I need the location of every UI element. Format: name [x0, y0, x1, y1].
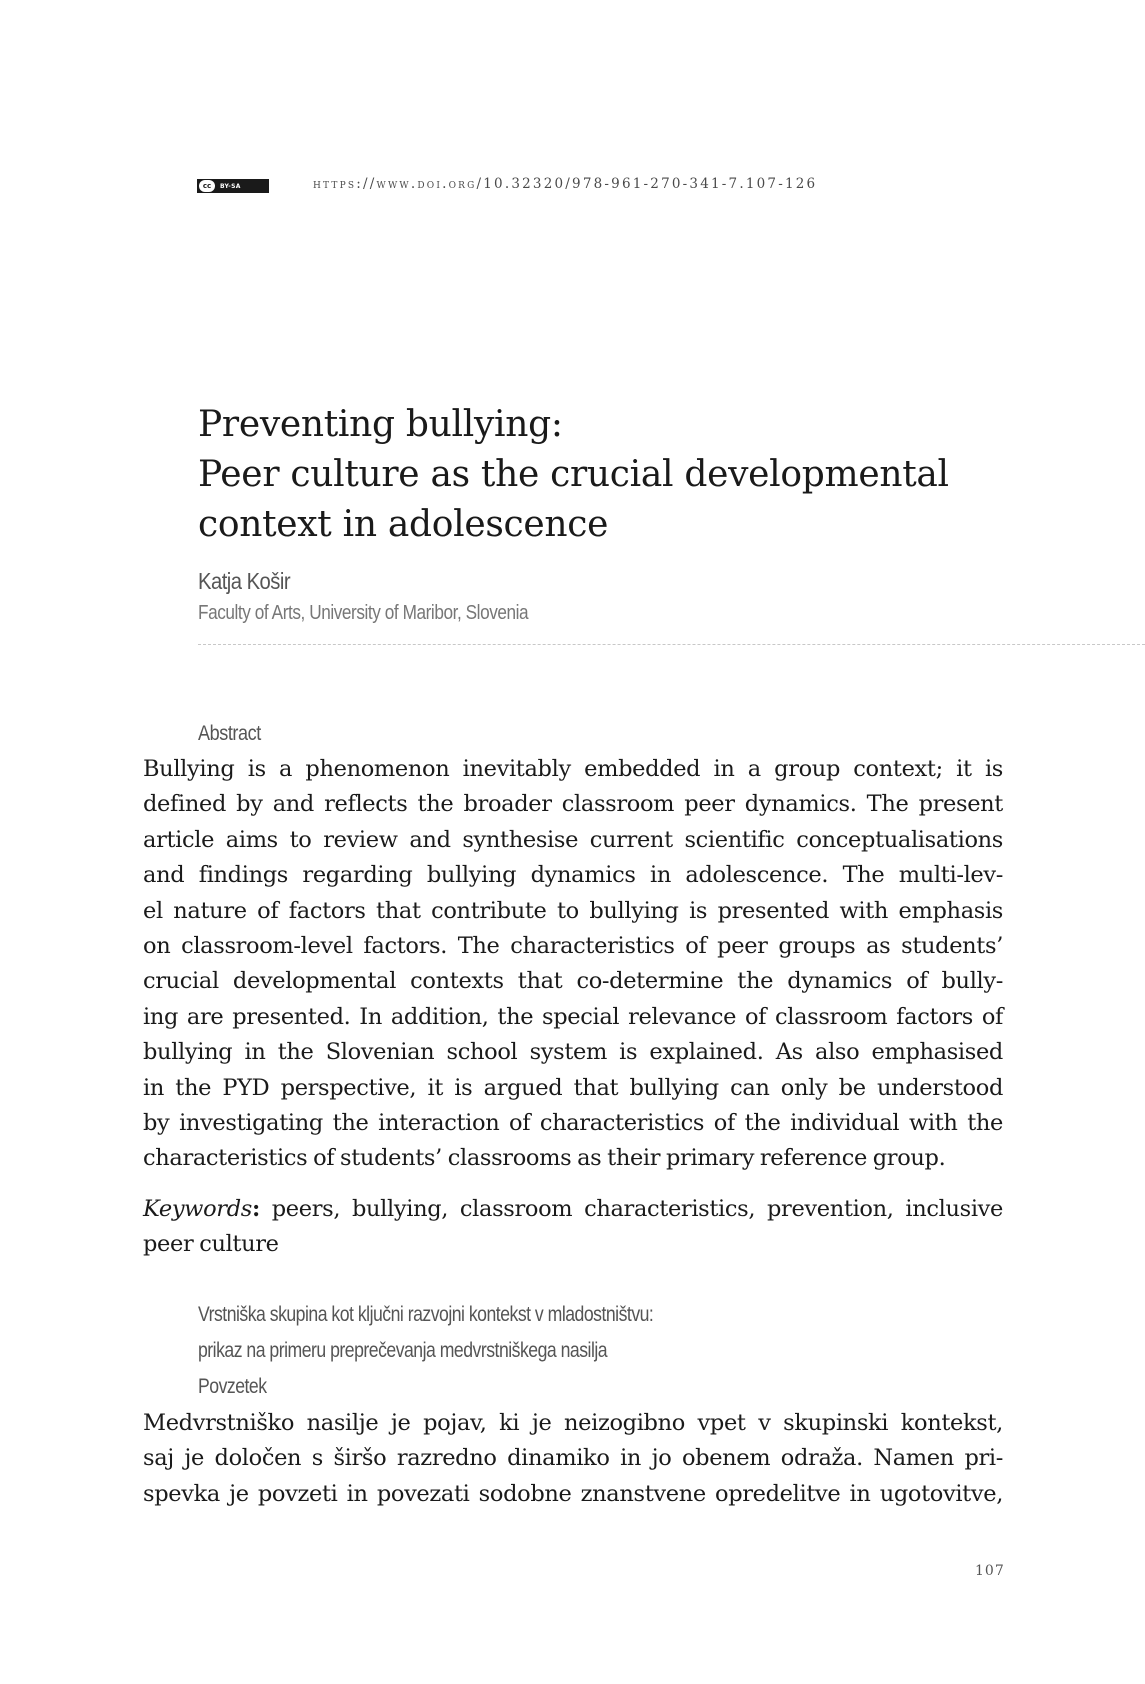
abstract-line: bullying in the Slovenian school system is explained. As also emphasised	[143, 1039, 1003, 1066]
abstract-line: Bullying is a phenomenon inevitably embedded in a group context; it is	[143, 756, 1003, 782]
cc-license-badge	[197, 179, 269, 193]
license-label: BY-SA	[220, 182, 241, 190]
keywords-label: Keywords	[143, 1196, 252, 1222]
title-line: context in adolescence	[198, 504, 609, 545]
abstract-line: characteristics of students’ classrooms as their primary reference group.	[143, 1145, 946, 1172]
cc-icon: cc	[199, 180, 215, 192]
keywords-text: peers, bullying, classroom characteristics, prevention, inclusive	[259, 1196, 1003, 1222]
abstract-line: ing are presented. In addition, the special relevance of classroom factors of	[143, 1003, 1003, 1030]
abstract-line: article aims to review and synthesise current scientific conceptualisations	[143, 826, 1003, 853]
title-divider	[198, 644, 1145, 645]
page-number: 107	[975, 1563, 1005, 1579]
abstract-line: el nature of factors that contribute to bullying is presented with emphasis	[143, 897, 1003, 924]
article-title	[198, 400, 1078, 550]
title-line: Peer culture as the crucial developmental	[198, 454, 949, 495]
abstract-line: defined by and reflects the broader classroom peer dynamics. The present	[143, 791, 1003, 818]
doi-link[interactable]: https://www.doi.org/10.32320/978-961-270-341-7.107-126	[313, 176, 818, 192]
author-name: Katja Košir	[198, 568, 291, 594]
keywords	[143, 1192, 1003, 1263]
abstract-heading: Abstract	[198, 722, 261, 745]
abstract-line: by investigating the interaction of characteristics of the individual with the	[143, 1110, 1003, 1137]
keywords-line	[143, 1192, 1003, 1227]
abstract-line: and findings regarding bullying dynamics in adolescence. The multi-lev-	[143, 862, 1003, 889]
abstract-line: on classroom-level factors. The characteristics of peer groups as students’	[143, 933, 1003, 960]
keywords-colon: :	[251, 1196, 260, 1222]
page-header	[197, 176, 1017, 200]
abstract-body	[143, 752, 1003, 1177]
author-affiliation: Faculty of Arts, University of Maribor, Slovenia	[198, 602, 529, 624]
abstract-line: in the PYD perspective, it is argued that bullying can only be understood	[143, 1074, 1003, 1101]
slovenian-title-line: prikaz na primeru preprečevanja medvrstniškega nasilja	[198, 1339, 608, 1362]
povzetek-line: Medvrstniško nasilje je pojav, ki je neizogibno vpet v skupinski kontekst,	[143, 1410, 1003, 1436]
keywords-line: peer culture	[143, 1231, 279, 1258]
slovenian-title-line: Vrstniška skupina kot ključni razvojni kontekst v mladostništvu:	[198, 1303, 654, 1326]
povzetek-heading: Povzetek	[198, 1375, 267, 1398]
povzetek-line: spevka je povzeti in povezati sodobne znanstvene opredelitve in ugotovitve,	[143, 1480, 1003, 1507]
povzetek-line: saj je določen s širšo razredno dinamiko in jo obenem odraža. Namen pri-	[143, 1445, 1003, 1472]
title-line: Preventing bullying:	[198, 404, 563, 445]
abstract-line: crucial developmental contexts that co-determine the dynamics of bully-	[143, 968, 1003, 995]
povzetek-body	[143, 1406, 1003, 1512]
